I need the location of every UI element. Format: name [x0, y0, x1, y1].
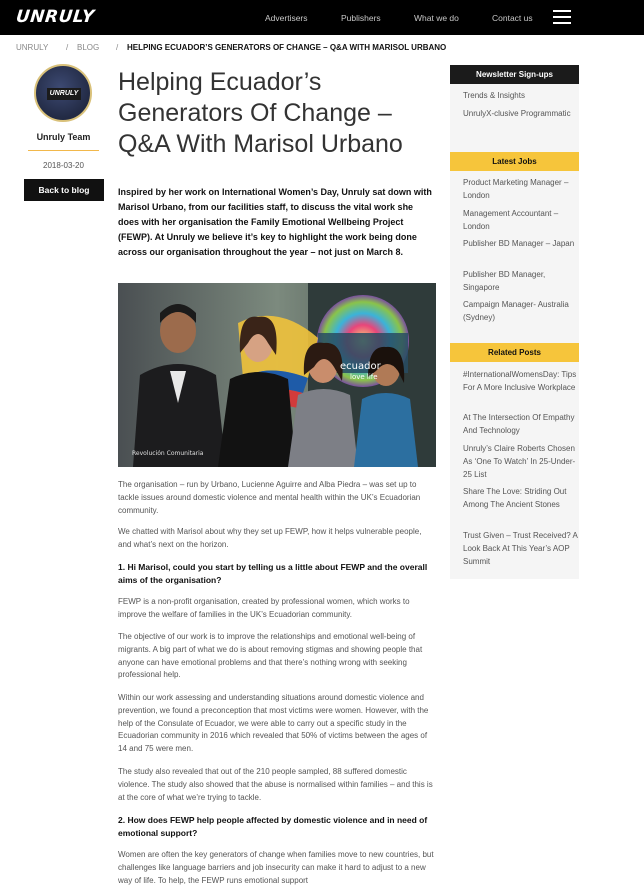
photo-credit: Revolución Comunitaria: [132, 450, 204, 457]
author-name: Unruly Team: [36, 132, 91, 142]
job-link[interactable]: Publisher BD Manager – Japan: [463, 239, 575, 248]
article-title: Helping Ecuador’s Generators Of Change – Q&A With Marisol Urbano: [118, 68, 403, 158]
article-paragraph: Women are often the key generators of change when families move to new countries, but challenges like language barriers and job insecurity can make it hard to adjust to a new way of life. To help, the FEWP runs emotional support: [118, 850, 434, 885]
article-paragraph: The study also revealed that out of the 210 people sampled, 88 suffered domestic violence. The study also showed that the abuse is normalised within families – and this is at the core of what we’re trying to tackle.: [118, 767, 433, 802]
related-post-link[interactable]: #InternationalWomensDay: Tips For A More Inclusive Workplace: [463, 370, 577, 392]
photo-banner-subtext: love life: [350, 373, 378, 381]
related-post-link[interactable]: Share The Love: Striding Out Among The Ancient Stones: [463, 487, 567, 509]
related-posts-heading: Related Posts: [450, 343, 579, 362]
sidebar-link-unrulyx-clusive[interactable]: UnrulyX-clusive Programmatic: [463, 109, 571, 118]
article-paragraph: We chatted with Marisol about why they set up FEWP, how it helps vulnerable people, and what’s next on the horizon.: [118, 527, 422, 549]
article-photo: [118, 283, 436, 467]
group-photo-illustration: [118, 283, 436, 467]
avatar-logo-badge: UNRULY: [47, 88, 81, 100]
article-paragraph: FEWP is a non-profit organisation, created by professional women, which works to improve the welfare of families in the UK’s Ecuadorian community.: [118, 597, 410, 619]
nav-what-we-do-link[interactable]: What we do: [414, 13, 459, 23]
question-heading: 2. How does FEWP help people affected by domestic violence and in need of emotional support?: [118, 815, 428, 838]
breadcrumb-separator: /: [116, 43, 119, 52]
article-paragraph: The objective of our work is to improve the relationships and emotional well-being of migrants. A big part of what we do is about removing stigmas and showing people that anyone can have emotional problems and that there’s nothing wrong with seeking professional help.: [118, 632, 423, 680]
top-navigation-bar: [0, 0, 644, 35]
breadcrumb-separator: /: [66, 43, 69, 52]
unruly-logo[interactable]: UNRULY: [14, 7, 96, 27]
related-post-link[interactable]: At The Intersection Of Empathy And Technology: [463, 413, 575, 435]
menu-hamburger-icon[interactable]: [553, 10, 571, 24]
nav-contact-us-link[interactable]: Contact us: [492, 13, 533, 23]
latest-jobs-heading: Latest Jobs: [450, 152, 579, 171]
photo-banner-text: ecuador: [340, 361, 381, 372]
breadcrumb-current-page: HELPING ECUADOR’S GENERATORS OF CHANGE – Q&A WITH MARISOL URBANO: [127, 43, 447, 52]
nav-publishers-link[interactable]: Publishers: [341, 13, 381, 23]
article-intro: Inspired by her work on International Women’s Day, Unruly sat down with Marisol Urbano, from our facilities staff, to discuss the vital work she does with her organisation the Family Emotional Wellbeing Project (FEWP). At Unruly we believe it’s key to highlight the work being done across our organisation throughout the year – not just on March 8.: [118, 187, 432, 257]
question-heading: 1. Hi Marisol, could you start by telling us a little about FEWP and the overall aims of the organisation?: [118, 562, 428, 585]
author-avatar: [34, 64, 92, 122]
photo-caption: The organisation – run by Urbano, Lucienne Aguirre and Alba Piedra – was set up to tackle issues around domestic violence and mental health within the UK’s Ecuadorian community.: [118, 480, 421, 515]
back-to-blog-button[interactable]: Back to blog: [24, 179, 104, 201]
job-link[interactable]: Product Marketing Manager – London: [463, 178, 569, 200]
article-paragraph: Within our work assessing and understanding situations around domestic violence and prevention, we found a preconception that most victims were women. However, with the help of the Consulate of Ecuador, we were able to carry out a specific study in the Ecuadorian community in 2016 which revealed that 50% of victims between the ages of 14 and 75 were men.: [118, 693, 429, 754]
related-post-link[interactable]: Trust Given – Trust Received? A Look Back At This Year’s AOP Summit: [463, 531, 578, 566]
nav-advertisers-link[interactable]: Advertisers: [265, 13, 308, 23]
breadcrumb-blog-link[interactable]: BLOG: [77, 43, 100, 52]
related-post-link[interactable]: Unruly’s Claire Roberts Chosen As ‘One To Watch’ In 25-Under-25 List: [463, 444, 576, 479]
job-link[interactable]: Campaign Manager- Australia (Sydney): [463, 300, 569, 322]
newsletter-heading: Newsletter Sign-ups: [450, 65, 579, 84]
sidebar-link-trends-insights[interactable]: Trends & Insights: [463, 91, 525, 100]
post-date: 2018-03-20: [43, 161, 84, 170]
job-link[interactable]: Management Accountant – London: [463, 209, 559, 231]
author-divider: [28, 150, 99, 151]
breadcrumb-home-link[interactable]: UNRULY: [16, 43, 49, 52]
job-link[interactable]: Publisher BD Manager, Singapore: [463, 270, 546, 292]
